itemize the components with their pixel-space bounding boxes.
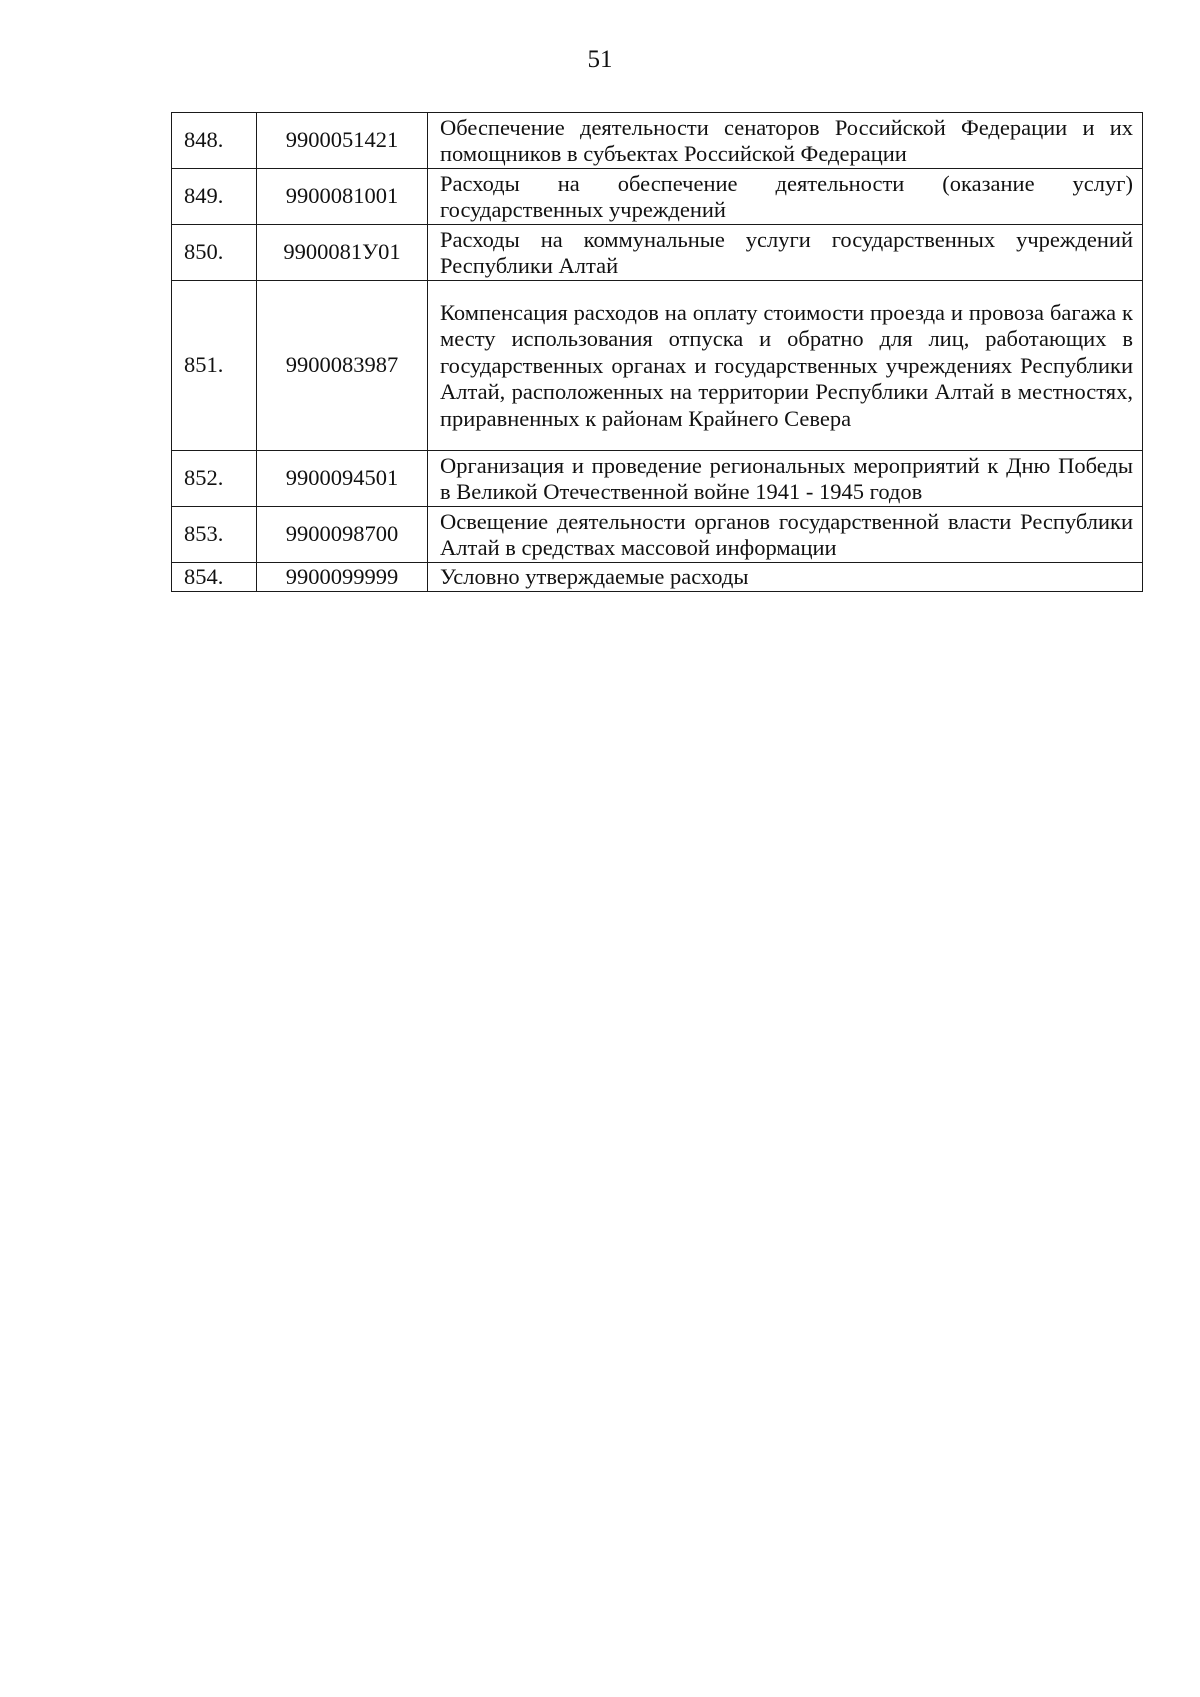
row-number: 853. (172, 507, 257, 563)
row-code: 9900098700 (257, 507, 428, 563)
row-number: 849. (172, 169, 257, 225)
row-code: 9900083987 (257, 281, 428, 451)
row-description (428, 563, 1143, 592)
table-row (172, 169, 1143, 225)
table-row (172, 225, 1143, 281)
row-number: 851. (172, 281, 257, 451)
budget-classification-table (171, 112, 1143, 592)
row-code: 9900081001 (257, 169, 428, 225)
row-description-text: Освещение деятельности органов государственной власти Республики Алтай в средствах массовой информации (440, 508, 1133, 560)
row-description-text: Условно утверждаемые расходы (440, 564, 749, 590)
table-row (172, 281, 1143, 451)
table-row (172, 451, 1143, 507)
row-description-text: Расходы на коммунальные услуги государственных учреждений Республики Алтай (440, 226, 1133, 278)
row-description (428, 281, 1143, 451)
row-description (428, 507, 1143, 563)
row-code: 9900099999 (257, 563, 428, 592)
row-description (428, 169, 1143, 225)
row-description (428, 451, 1143, 507)
row-description-text: Расходы на обеспечение деятельности (оказание услуг) государственных учреждений (440, 170, 1133, 222)
row-code: 9900051421 (257, 113, 428, 169)
row-description (428, 113, 1143, 169)
table-row (172, 113, 1143, 169)
row-code: 9900081У01 (257, 225, 428, 281)
row-description-text: Организация и проведение региональных мероприятий к Дню Победы в Великой Отечественной войне 1941 - 1945 годов (440, 452, 1133, 504)
row-number: 848. (172, 113, 257, 169)
row-description-text: Компенсация расходов на оплату стоимости проезда и провоза багажа к месту использования отпуска и обратно для лиц, работающих в государственных органах и государственных учреждениях Республики Алтай, расположенных на территории Республики Алтай в местностях, приравненных к районам Крайнего Севера (440, 299, 1133, 431)
table-row (172, 507, 1143, 563)
row-number: 852. (172, 451, 257, 507)
row-number: 850. (172, 225, 257, 281)
table-row (172, 563, 1143, 592)
row-code: 9900094501 (257, 451, 428, 507)
row-description (428, 225, 1143, 281)
page-number: 51 (587, 46, 613, 73)
row-description-text: Обеспечение деятельности сенаторов Российской Федерации и их помощников в субъектах Российской Федерации (440, 114, 1133, 166)
row-number: 854. (172, 563, 257, 592)
